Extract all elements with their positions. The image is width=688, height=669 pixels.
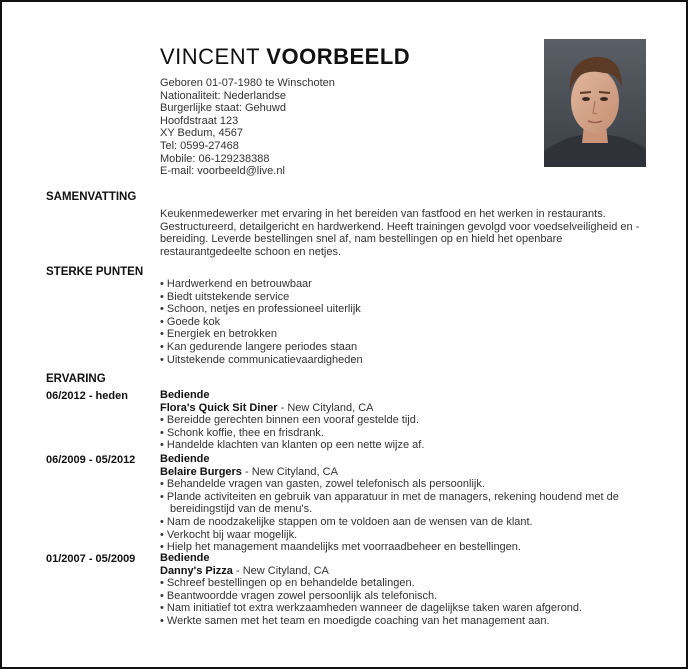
list-item: • Verkocht bij waar mogelijk. bbox=[160, 529, 650, 542]
job-title: Bediende bbox=[160, 389, 210, 401]
employer-line bbox=[160, 466, 650, 479]
list-item: • Werkte samen met het team en moedigde coaching van het management aan. bbox=[160, 615, 650, 628]
employer-line bbox=[160, 565, 650, 578]
list-item: • Plande activiteiten en gebruik van apparatuur in met de managers, rekening houdend met de bereidingstijd van de menu's. bbox=[160, 491, 650, 516]
strengths-heading: STERKE PUNTEN bbox=[46, 266, 144, 278]
list-item: • Beantwoordde vragen zowel persoonlijk als telefonisch. bbox=[160, 590, 650, 603]
list-item: • Energiek en betrokken bbox=[160, 328, 363, 341]
list-item: • Goede kok bbox=[160, 316, 363, 329]
job-entry bbox=[160, 552, 650, 628]
list-item: • Schoon, netjes en professioneel uiterlijk bbox=[160, 303, 363, 316]
summary-heading: SAMENVATTING bbox=[46, 191, 137, 203]
employer-location: - New Cityland, CA bbox=[277, 401, 374, 414]
list-item: • Schonk koffie, thee en frisdrank. bbox=[160, 427, 650, 440]
job-title: Bediende bbox=[160, 453, 210, 465]
profile-photo bbox=[544, 39, 646, 167]
experience-heading: ERVARING bbox=[46, 373, 106, 385]
strengths-list-wrapper bbox=[160, 278, 363, 366]
job-duties bbox=[160, 478, 650, 554]
job-dates: 06/2012 - heden bbox=[46, 390, 128, 402]
employer-location: - New Cityland, CA bbox=[232, 564, 329, 577]
email: E-mail: voorbeeld@live.nl bbox=[160, 165, 285, 178]
list-item: • Hardwerkend en betrouwbaar bbox=[160, 278, 363, 291]
job-dates: 06/2009 - 05/2012 bbox=[46, 454, 136, 466]
portrait-image bbox=[544, 39, 646, 167]
last-name: VOORBEELD bbox=[266, 44, 411, 69]
list-item: • Nam initiatief tot extra werkzaamheden wanneer de dagelijkse taken waren afgerond. bbox=[160, 602, 650, 615]
list-item: • Schreef bestellingen op en behandelde betalingen. bbox=[160, 577, 650, 590]
job-duties bbox=[160, 414, 650, 452]
list-item: • Behandelde vragen van gasten, zowel telefonisch als persoonlijk. bbox=[160, 478, 650, 491]
employer-location: - New Cityland, CA bbox=[241, 465, 338, 478]
phone: Tel: 0599-27468 bbox=[160, 139, 239, 152]
employer-name: Flora's Quick Sit Diner bbox=[160, 401, 278, 414]
mobile: Mobile: 06-129238388 bbox=[160, 152, 270, 165]
marital-status: Burgerlijke staat: Gehuwd bbox=[160, 102, 286, 115]
contact-details bbox=[160, 77, 335, 178]
list-item: • Uitstekende communicatievaardigheden bbox=[160, 354, 363, 367]
street-address: Hoofdstraat 123 bbox=[160, 114, 239, 127]
candidate-name bbox=[160, 44, 410, 70]
list-item: • Nam de noodzakelijke stappen om te voldoen aan de wensen van de klant. bbox=[160, 516, 650, 529]
job-duties bbox=[160, 577, 650, 627]
list-item: • Biedt uitstekende service bbox=[160, 291, 363, 304]
first-name: VINCENT bbox=[160, 44, 260, 69]
job-dates: 01/2007 - 05/2009 bbox=[46, 553, 136, 565]
list-item: • Handelde klachten van klanten op een nette wijze af. bbox=[160, 439, 650, 452]
list-item: • Bereidde gerechten binnen een vooraf gestelde tijd. bbox=[160, 414, 650, 427]
job-entry bbox=[160, 453, 650, 554]
list-item: • Kan gedurende langere periodes staan bbox=[160, 341, 363, 354]
postal-city: XY Bedum, 4567 bbox=[160, 127, 243, 140]
strengths-list bbox=[160, 278, 363, 366]
birth-info: Geboren 01-07-1980 te Winschoten bbox=[160, 77, 335, 89]
employer-line bbox=[160, 402, 650, 415]
list-item: • Hielp het management maandelijks met voorraadbeheer en bestellingen. bbox=[160, 541, 650, 554]
job-title: Bediende bbox=[160, 552, 210, 564]
job-entry bbox=[160, 389, 650, 452]
summary-text: Keukenmedewerker met ervaring in het bereiden van fastfood en het werken in restaurants. Gestructureerd, detailgericht en hardwerkend. Heeft trainingen gevolgd voor voedselveiligheid en -bereiding. Leverde bestellingen snel af, nam bestellingen op en hield het openbare restaurantgedeelte schoon en netjes. bbox=[160, 208, 640, 258]
employer-name: Belaire Burgers bbox=[160, 465, 242, 478]
employer-name: Danny's Pizza bbox=[160, 564, 233, 577]
nationality: Nationaliteit: Nederlandse bbox=[160, 89, 286, 102]
